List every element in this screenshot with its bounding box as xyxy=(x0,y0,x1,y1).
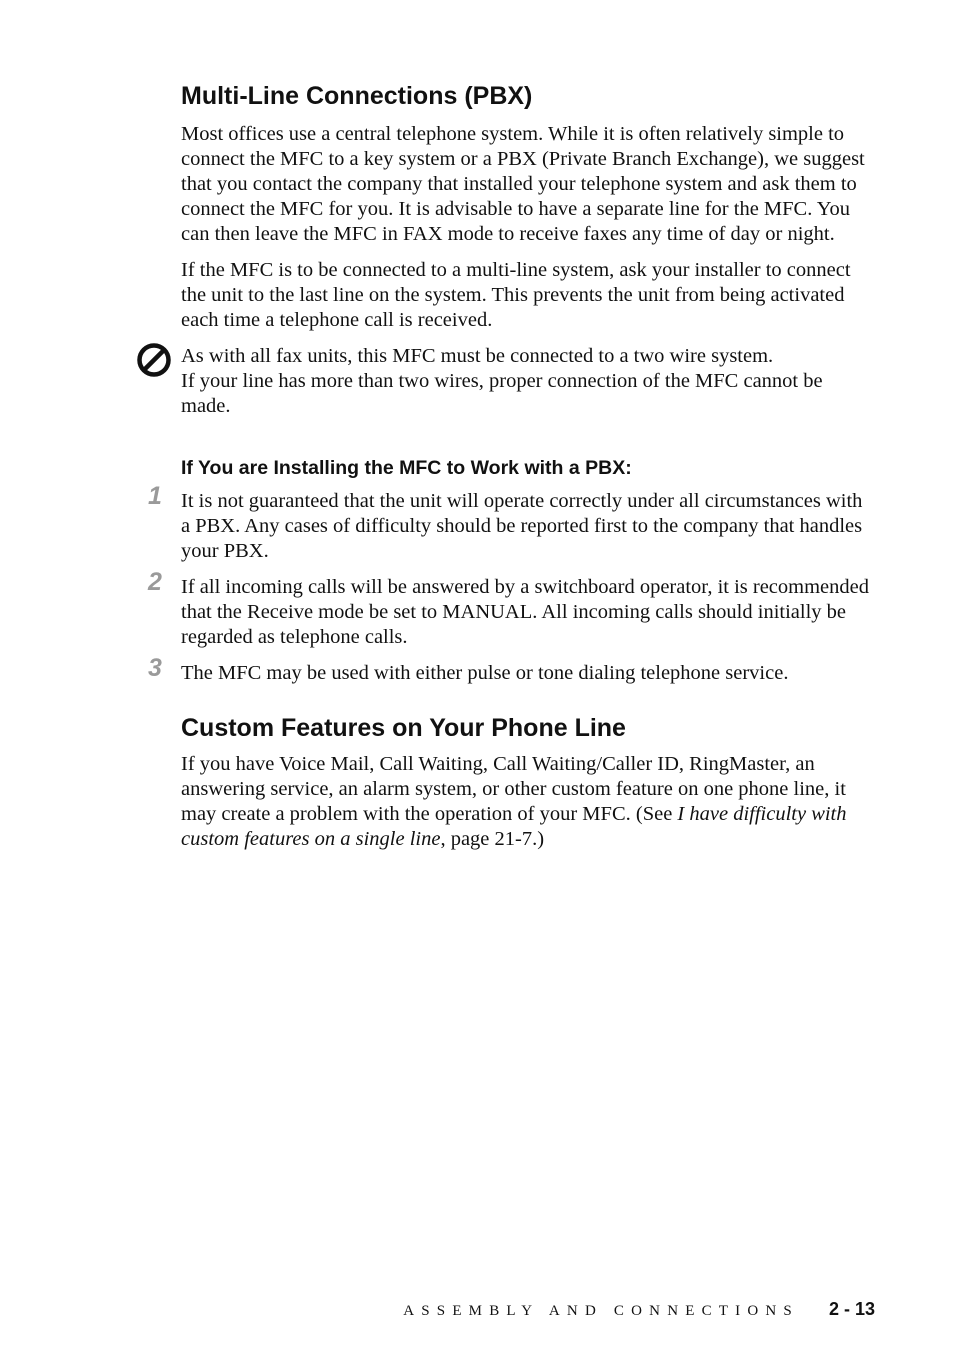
page-footer xyxy=(403,1299,875,1320)
footer-section-name: ASSEMBLY AND CONNECTIONS xyxy=(403,1303,799,1319)
subsection-title-pbx-install: If You are Installing the MFC to Work with a PBX: xyxy=(181,457,632,479)
warning-note xyxy=(181,344,874,419)
section-title-multi-line: Multi-Line Connections (PBX) xyxy=(181,82,533,110)
note-line-1: As with all fax units, this MFC must be connected to a two wire system. xyxy=(181,345,774,367)
step-item-2 xyxy=(148,568,874,650)
page-content xyxy=(148,80,874,863)
step-item-3 xyxy=(148,654,874,686)
step-item-1 xyxy=(148,482,874,564)
step-text: The MFC may be used with either pulse or tone dialing telephone service. xyxy=(181,662,789,684)
step-number: 1 xyxy=(148,482,162,510)
paragraph-custom-features xyxy=(181,752,874,852)
prohibited-icon xyxy=(136,342,172,378)
step-number: 2 xyxy=(148,568,162,596)
paragraph-multi-line-install: If the MFC is to be connected to a multi-line system, ask your installer to connect the unit to the last line on the system. This prevents the unit from being activated each time a telephone call is received. xyxy=(181,259,851,331)
pbx-steps-list xyxy=(148,482,874,686)
custom-features-text: If you have Voice Mail, Call Waiting, Call Waiting/Caller ID, RingMaster, an answering service, an alarm system, or other custom feature on one phone line, it may create a problem with the operation of your MFC. (See xyxy=(181,753,846,825)
paragraph-central-system: Most offices use a central telephone system. While it is often relatively simple to connect the MFC to a key system or a PBX (Private Branch Exchange), we suggest that you contact the company that installed your telephone system and ask them to connect the MFC for you. It is advisable to have a separate line for the MFC. You can then leave the MFC in FAX mode to receive faxes any time of day or night. xyxy=(181,123,865,245)
step-text: It is not guaranteed that the unit will operate correctly under all circumstances with a PBX. Any cases of difficulty should be reported first to the company that handles your PBX. xyxy=(181,490,863,562)
step-number: 3 xyxy=(148,654,162,682)
section-title-custom-features: Custom Features on Your Phone Line xyxy=(181,714,626,742)
step-text: If all incoming calls will be answered by a switchboard operator, it is recommended that the Receive mode be set to MANUAL. All incoming calls should initially be regarded as telephone calls. xyxy=(181,576,869,648)
cross-reference-link[interactable]: I have difficulty with custom features on a single line xyxy=(181,803,847,850)
custom-features-page-ref: , page 21-7.) xyxy=(440,828,545,850)
footer-page-number: 2 - 13 xyxy=(828,1299,875,1319)
note-line-2: If your line has more than two wires, proper connection of the MFC cannot be made. xyxy=(181,370,823,417)
